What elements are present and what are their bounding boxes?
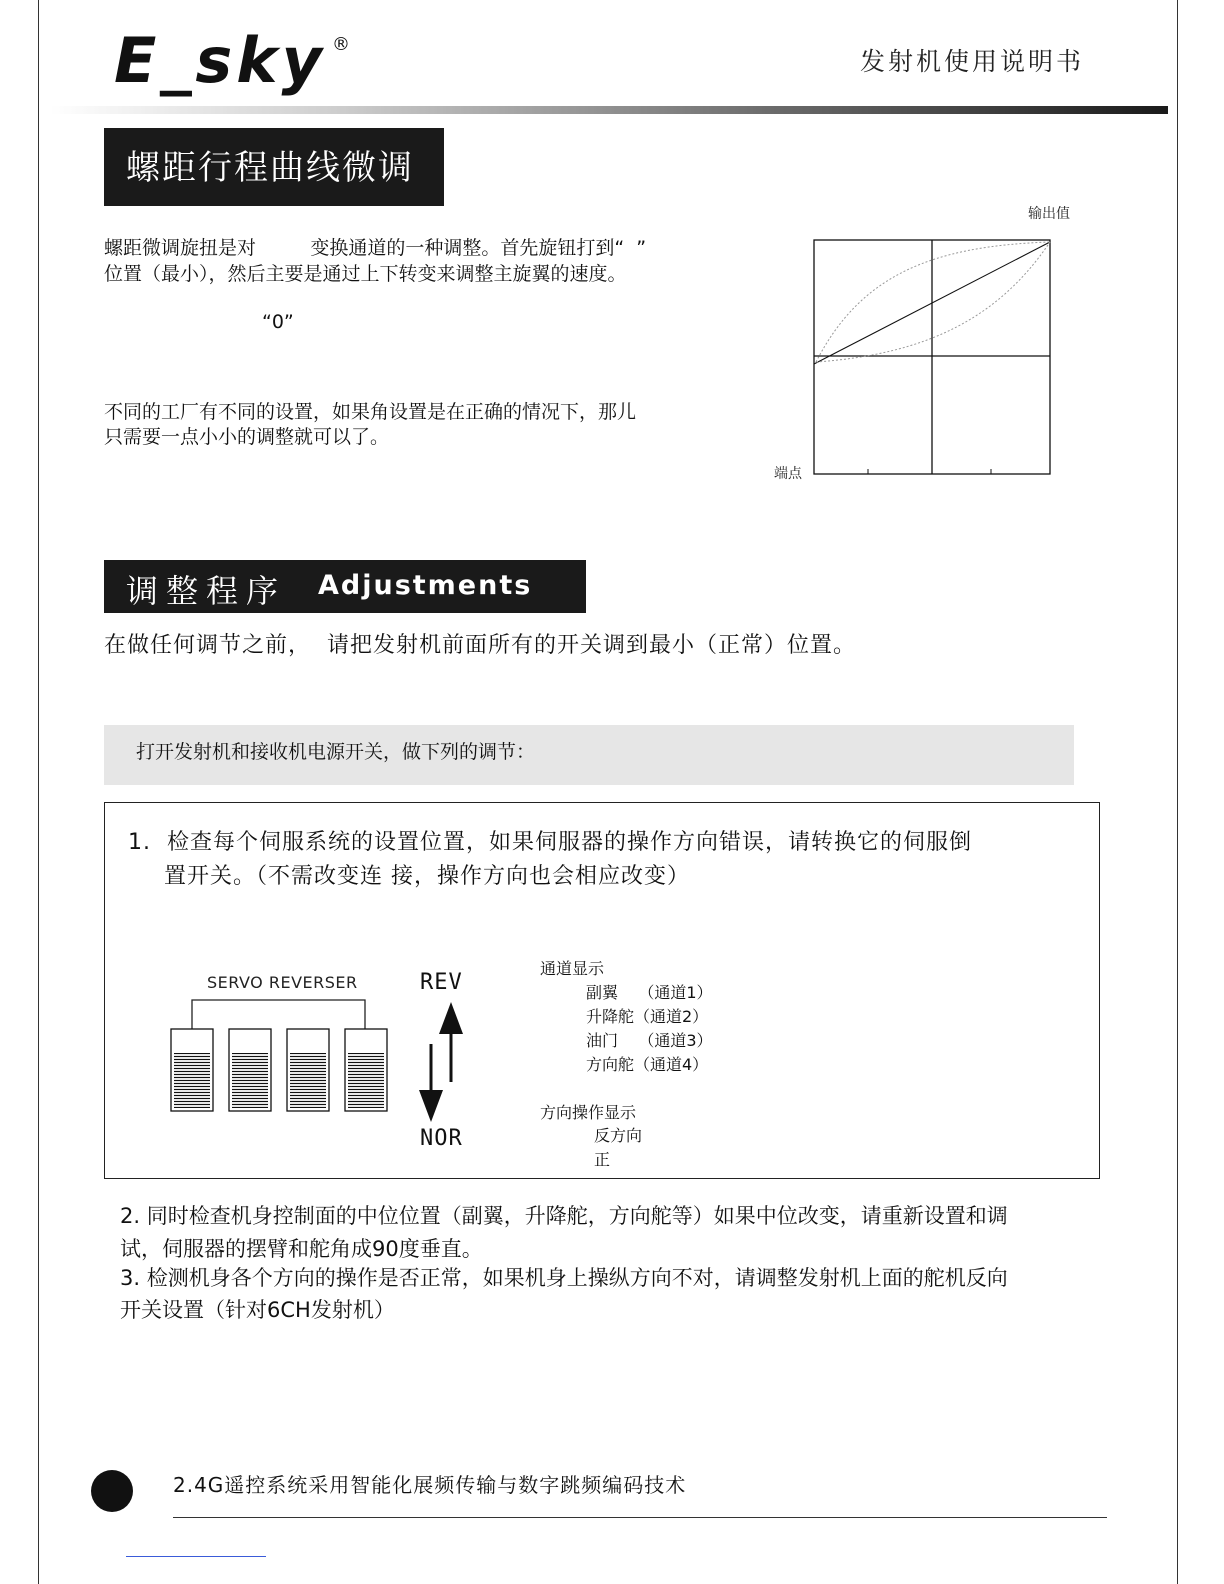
servo-switch-2 bbox=[229, 1029, 271, 1111]
direction-display-heading: 方向操作显示 bbox=[540, 1103, 637, 1122]
item-2-line-2: 试，伺服器的摆臂和舵角成90度垂直。 bbox=[120, 1237, 483, 1261]
pitch-curve-graph bbox=[810, 236, 1056, 480]
direction-normal-label: 正 bbox=[594, 1150, 611, 1169]
pitch-text-line-4: 不同的工厂有不同的设置，如果角设置是在正确的情况下，那儿 bbox=[104, 401, 637, 423]
adjustments-title-zh: 调整程序 bbox=[126, 572, 287, 610]
servo-switch-1 bbox=[171, 1029, 213, 1111]
servo-reverser-switches bbox=[165, 995, 395, 1115]
graph-y-label: 输出值 bbox=[1028, 206, 1070, 222]
esky-logo: E_sky bbox=[114, 24, 326, 97]
page-border-left bbox=[38, 0, 39, 1584]
item-3-line-2: 开关设置（针对6CH发射机） bbox=[120, 1298, 395, 1322]
pitch-text-zero: “0” bbox=[262, 311, 294, 333]
footer-rule bbox=[173, 1517, 1107, 1518]
graph-x-label: 端点 bbox=[774, 466, 802, 482]
pitch-text-line-5: 只需要一点小小的调整就可以了。 bbox=[104, 426, 390, 448]
page-border-right bbox=[1177, 0, 1178, 1584]
power-note-text: 打开发射机和接收机电源开关，做下列的调节： bbox=[136, 741, 536, 763]
pitch-section-heading bbox=[104, 128, 444, 206]
rev-label: REV bbox=[420, 970, 463, 995]
item-1-line-1: 1. 检查每个伺服系统的设置位置，如果伺服器的操作方向错误，请转换它的伺服倒 bbox=[128, 830, 972, 855]
pitch-section-title: 螺距行程曲线微调 bbox=[126, 148, 414, 188]
channel-4-label: 方向舵（通道4） bbox=[586, 1055, 709, 1074]
manual-title: 发射机使用说明书 bbox=[860, 47, 1085, 76]
channel-2-label: 升降舵（通道2） bbox=[586, 1007, 709, 1026]
registered-mark: ® bbox=[332, 34, 350, 55]
page-number-dot bbox=[91, 1470, 133, 1512]
servo-switch-4 bbox=[345, 1029, 387, 1111]
adjustments-intro: 在做任何调节之前， 请把发射机前面所有的开关调到最小（正常）位置。 bbox=[104, 633, 856, 658]
channel-3-label: 油门 （通道3） bbox=[586, 1031, 713, 1050]
footer-link-underline bbox=[126, 1556, 266, 1557]
servo-switch-3 bbox=[287, 1029, 329, 1111]
pitch-text-line-1: 螺距微调旋扭是对 变换通道的一种调整。首先旋钮打到“ ” bbox=[104, 237, 647, 259]
adjustments-title-en: Adjustments bbox=[318, 570, 533, 601]
item-2-line-1: 2. 同时检查机身控制面的中位位置（副翼，升降舵，方向舵等）如果中位改变，请重新设置和调 bbox=[120, 1204, 1008, 1228]
adjustments-section-heading bbox=[104, 560, 586, 613]
up-arrow-icon bbox=[439, 1002, 463, 1082]
nor-label: NOR bbox=[420, 1126, 463, 1151]
servo-bracket bbox=[192, 1000, 365, 1033]
item-3-line-1: 3. 检测机身各个方向的操作是否正常，如果机身上操纵方向不对，请调整发射机上面的舵机反向 bbox=[120, 1266, 1008, 1290]
direction-arrows bbox=[414, 1000, 466, 1124]
direction-reverse-label: 反方向 bbox=[594, 1126, 643, 1145]
footer-slogan: 2.4G遥控系统采用智能化展频传输与数字跳频编码技术 bbox=[173, 1473, 687, 1497]
channel-display-heading: 通道显示 bbox=[540, 959, 605, 978]
channel-1-label: 副翼 （通道1） bbox=[586, 983, 713, 1002]
down-arrow-icon bbox=[419, 1044, 443, 1122]
header-rule bbox=[50, 106, 1168, 114]
pitch-text-line-2: 位置（最小），然后主要是通过上下转变来调整主旋翼的速度。 bbox=[104, 263, 627, 285]
servo-reverser-label: SERVO REVERSER bbox=[207, 973, 358, 992]
item-1-line-2: 置开关。（不需改变连 接，操作方向也会相应改变） bbox=[164, 864, 690, 889]
